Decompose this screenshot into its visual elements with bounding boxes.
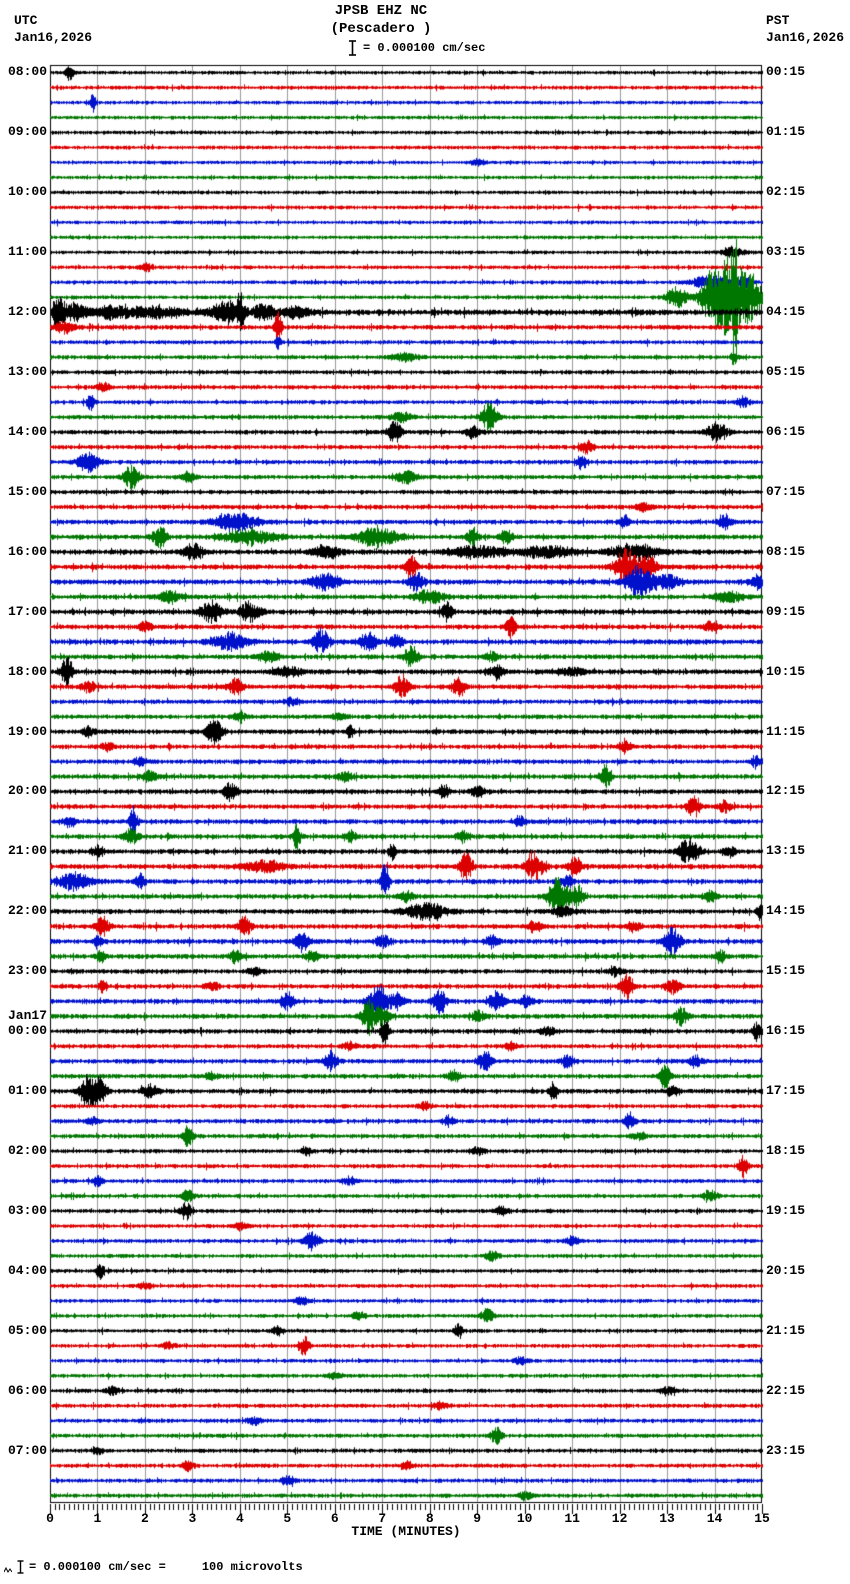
x-tick-label: 10 <box>516 1511 533 1526</box>
pst-hour-label: 13:15 <box>766 843 806 859</box>
x-tick-label: 1 <box>93 1511 102 1526</box>
pst-hour-label: 19:15 <box>766 1202 806 1218</box>
utc-hour-label: 08:00 <box>7 64 47 80</box>
pst-hour-label: 04:15 <box>766 304 806 320</box>
pst-hour-label: 01:15 <box>766 124 806 140</box>
pst-hour-label: 08:15 <box>766 543 806 559</box>
x-tick-label: 8 <box>425 1511 434 1526</box>
utc-hour-label: 17:00 <box>7 603 47 619</box>
station-title: JPSB EHZ NC <box>334 3 428 19</box>
x-axis-title: TIME (MINUTES) <box>351 1524 461 1539</box>
pst-hour-label: 09:15 <box>766 603 806 619</box>
x-tick-label: 12 <box>611 1511 628 1526</box>
pst-hour-label: 20:15 <box>766 1262 806 1278</box>
scale-bar-icon <box>348 40 357 56</box>
utc-hour-label: 05:00 <box>7 1322 47 1338</box>
x-tick-label: 3 <box>188 1511 197 1526</box>
utc-hour-label: 06:00 <box>7 1382 47 1398</box>
footer-scale-note <box>4 1560 303 1574</box>
tiny-trace-icon <box>4 1566 12 1574</box>
pst-hour-label: 14:15 <box>766 903 806 919</box>
x-tick-label: 15 <box>754 1511 770 1526</box>
pst-hour-label: 10:15 <box>766 663 806 679</box>
left-date-label: Jan16,2026 <box>14 30 93 45</box>
x-tick-label: 7 <box>378 1511 387 1526</box>
right-date-label: Jan16,2026 <box>766 30 845 45</box>
footer-scale-label: = 0.000100 cm/sec = 100 microvolts <box>29 1560 303 1574</box>
pst-hour-label: 05:15 <box>766 364 806 380</box>
x-tick-label: 11 <box>564 1511 580 1526</box>
pst-hour-label: 17:15 <box>766 1083 806 1099</box>
utc-hour-label: 09:00 <box>7 124 47 140</box>
utc-hour-label: 18:00 <box>7 663 47 679</box>
utc-hour-label: 02:00 <box>7 1142 47 1158</box>
utc-hour-label: 07:00 <box>7 1442 47 1458</box>
x-tick-label: 0 <box>46 1511 54 1526</box>
x-tick-label: 14 <box>706 1511 723 1526</box>
pst-hour-label: 23:15 <box>766 1442 806 1458</box>
utc-hour-label: 04:00 <box>7 1262 47 1278</box>
utc-hour-label: 21:00 <box>7 843 47 859</box>
utc-hour-label: 22:00 <box>7 903 47 919</box>
pst-hour-label: 02:15 <box>766 184 806 200</box>
pst-hour-label: 18:15 <box>766 1142 806 1158</box>
x-tick-label: 9 <box>473 1511 482 1526</box>
pst-hour-label: 00:15 <box>766 64 806 80</box>
right-timezone-label: PST <box>766 13 790 28</box>
x-tick-label: 6 <box>330 1511 339 1526</box>
utc-hour-label: 03:00 <box>7 1202 47 1218</box>
pst-hour-label: 07:15 <box>766 483 806 499</box>
utc-hour-label: 10:00 <box>7 184 47 200</box>
scale-bar-icon <box>16 1560 25 1574</box>
x-tick-label: 5 <box>283 1511 292 1526</box>
station-location: (Pescadero ) <box>330 21 432 37</box>
utc-hour-label: 19:00 <box>7 723 47 739</box>
pst-hour-label: 12:15 <box>766 783 806 799</box>
x-tick-label: 4 <box>235 1511 244 1526</box>
utc-hour-label: 20:00 <box>7 783 47 799</box>
pst-hour-label: 22:15 <box>766 1382 806 1398</box>
pst-hour-label: 03:15 <box>766 244 806 260</box>
utc-hour-label: 00:00 <box>7 1023 47 1039</box>
utc-hour-label: 15:00 <box>7 483 47 499</box>
pst-hour-label: 16:15 <box>766 1023 806 1039</box>
pst-hour-label: 21:15 <box>766 1322 806 1338</box>
x-tick-label: 13 <box>659 1511 675 1526</box>
utc-hour-label: 23:00 <box>7 963 47 979</box>
utc-hour-label: 13:00 <box>7 364 47 380</box>
day-change-marker: Jan17 <box>7 1008 47 1024</box>
utc-hour-label: 14:00 <box>7 423 47 439</box>
left-timezone-label: UTC <box>14 13 38 28</box>
utc-hour-label: 11:00 <box>7 244 47 260</box>
pst-hour-label: 15:15 <box>766 963 806 979</box>
utc-hour-label: 01:00 <box>7 1083 47 1099</box>
amplitude-scale <box>348 40 485 56</box>
pst-hour-label: 06:15 <box>766 423 806 439</box>
pst-hour-label: 11:15 <box>766 723 806 739</box>
utc-hour-label: 16:00 <box>7 543 47 559</box>
x-tick-label: 2 <box>141 1511 149 1526</box>
scale-label: = 0.000100 cm/sec <box>363 41 486 55</box>
utc-hour-label: 12:00 <box>7 304 47 320</box>
